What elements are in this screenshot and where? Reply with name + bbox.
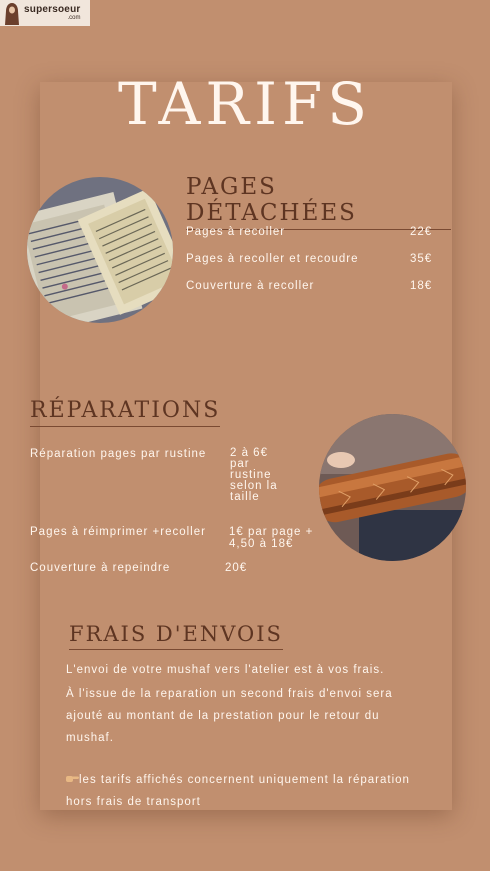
price-label: Pages à réimprimer +recoller [30, 526, 206, 538]
price-value [229, 526, 313, 550]
shipping-note-text: les tarifs affichés concernent uniquement la réparation hors frais de transport [66, 774, 410, 808]
price-label: Pages à recoller et recoudre [186, 253, 359, 265]
price-line: 4,50 à 18€ [229, 538, 294, 550]
veiled-woman-icon [3, 1, 21, 25]
price-label: Couverture à recoller [186, 280, 315, 292]
price-label: Réparation pages par rustine [30, 448, 207, 460]
pointing-hand-icon [66, 774, 79, 783]
price-value [225, 562, 247, 574]
shipping-paragraph-1: L'envoi de votre mushaf vers l'atelier est à vos frais. [66, 664, 385, 676]
logo-domain: .com [67, 15, 81, 21]
shipping-note [66, 769, 426, 813]
price-label: Pages à recoller [186, 226, 286, 238]
price-value [230, 448, 278, 503]
page-title: TARIFS [118, 70, 372, 138]
price-line: par [230, 458, 250, 470]
mushaf-spine-photo [319, 414, 466, 561]
supersoeur-logo[interactable] [0, 0, 90, 26]
quran-pages-photo [27, 177, 173, 323]
frais-envois-title: FRAIS D'ENVOIS [69, 622, 283, 650]
price-label: Couverture à repeindre [30, 562, 171, 574]
price-line: taille [230, 491, 260, 503]
price-value: 22€ [410, 226, 433, 238]
price-value: 35€ [410, 253, 433, 265]
shipping-paragraph-2: À l'issue de la reparation un second frais d'envoi sera ajouté au montant de la prestation pour le retour du mushaf. [66, 688, 393, 744]
price-line: 1€ par page + [229, 526, 314, 538]
price-line: rustine [230, 469, 272, 481]
price-value: 18€ [410, 280, 433, 292]
price-line: selon la [230, 480, 278, 492]
price-line: 20€ [225, 562, 248, 574]
pages-detachees-title: PAGES DÉTACHÉES [186, 174, 451, 230]
logo-name: supersoeur [24, 4, 81, 15]
reparations-title: RÉPARATIONS [30, 398, 220, 427]
price-line: 2 à 6€ [230, 447, 268, 459]
